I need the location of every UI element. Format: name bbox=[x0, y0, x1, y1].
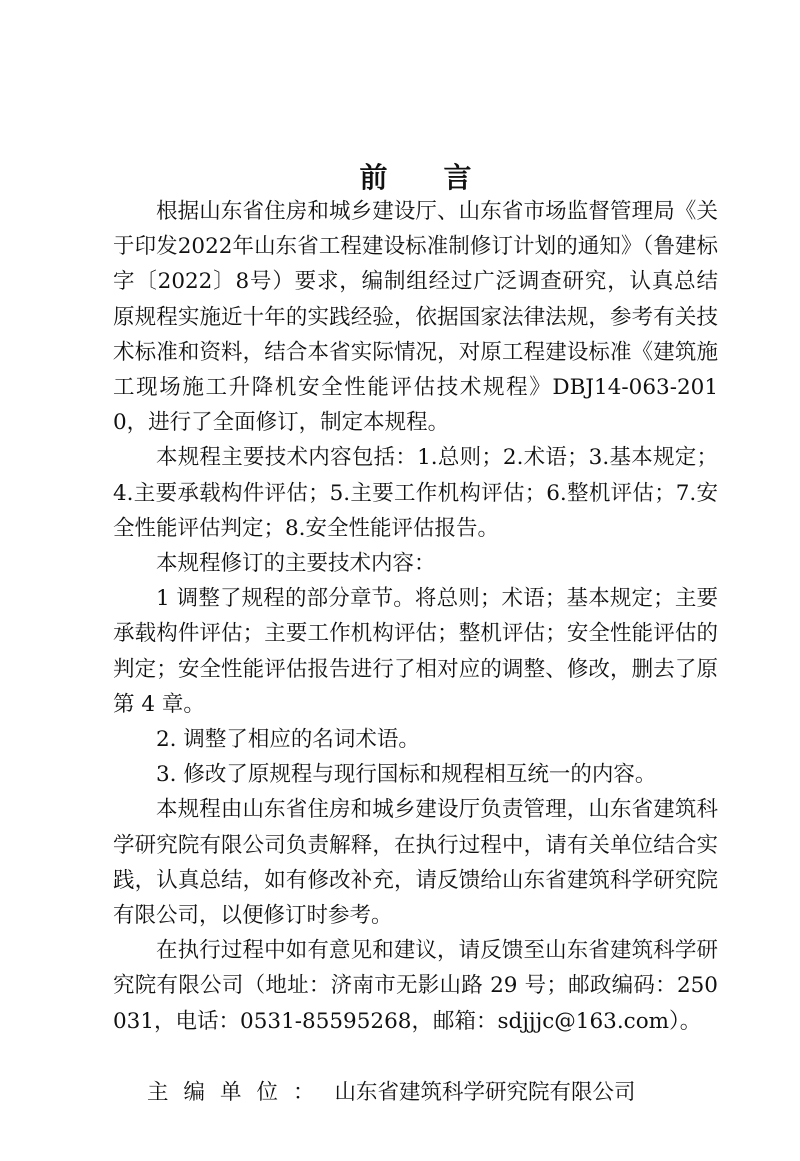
chief-editor-value: 山东省建筑科学研究院有限公司 bbox=[334, 1079, 636, 1105]
paragraph-feedback-contact: 在执行过程中如有意见和建议，请反馈至山东省建筑科学研究院有限公司（地址：济南市无影山路 29 号；邮政编码：250031，电话：0531-85595268，邮箱：sdjjjc@163.com）。 bbox=[113, 938, 718, 1034]
page-title: 前言 bbox=[359, 161, 528, 194]
paragraph-revision-item-1: 1 调整了规程的部分章节。将总则；术语；基本规定；主要承载构件评估；主要工作机构评估；整机评估；安全性能评估的判定；安全性能评估报告进行了相对应的调整、修改，删去了原第 4 章。 bbox=[113, 586, 718, 717]
chief-editor-colon: ： bbox=[293, 1079, 315, 1105]
paragraph-main-contents: 本规程主要技术内容包括：1.总则；2.术语；3.基本规定；4.主要承载构件评估；5.主要工作机构评估；6.整机评估；7.安全性能评估判定；8.安全性能评估报告。 bbox=[113, 445, 718, 541]
paragraph-revision-item-3: 3. 修改了原规程与现行国标和规程相互统一的内容。 bbox=[156, 762, 657, 788]
chief-editor-label: 主编单位 bbox=[147, 1079, 294, 1105]
paragraph-revision-intro: 本规程修订的主要技术内容： bbox=[156, 551, 436, 577]
paragraph-background: 根据山东省住房和城乡建设厅、山东省市场监督管理局《关于印发2022年山东省工程建设标准制修订计划的通知》（鲁建标字〔2022〕8号）要求，编制组经过广泛调查研究，认真总结原规程实施近十年的实践经验，依据国家法律法规，参考有关技术标准和资料，结合本省实际情况，对原工程建设标准《建筑施工现场施工升降机安全性能评估技术规程》DBJ14-063-2010，进行了全面修订，制定本规程。 bbox=[113, 199, 718, 436]
paragraph-revision-item-2: 2. 调整了相应的名词术语。 bbox=[156, 727, 420, 753]
chief-editor-unit bbox=[113, 1075, 718, 1110]
spacer bbox=[113, 1039, 718, 1075]
paragraph-management: 本规程由山东省住房和城乡建设厅负责管理，山东省建筑科学研究院有限公司负责解释，在执行过程中，请有关单位结合实践，认真总结，如有修改补充，请反馈给山东省建筑科学研究院有限公司，以便修订时参考。 bbox=[113, 797, 718, 929]
preface-page bbox=[113, 158, 718, 1110]
